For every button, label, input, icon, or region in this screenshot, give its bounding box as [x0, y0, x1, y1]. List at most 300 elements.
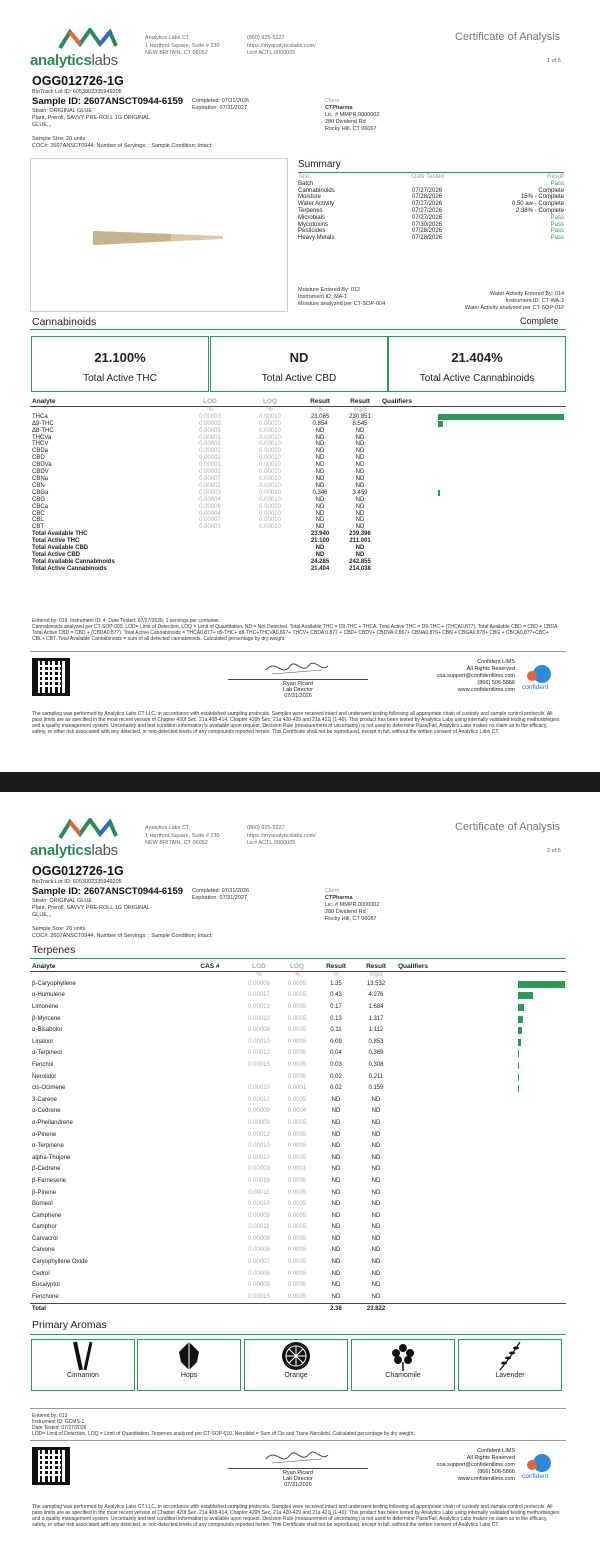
summary-row: [298, 194, 564, 201]
summary-test: Microbials: [298, 214, 326, 221]
lab-contact: [247, 35, 316, 58]
col-result-pct: Result: [300, 399, 340, 406]
total-name: Total: [32, 1306, 46, 1313]
result-pct: 0.17: [330, 1004, 342, 1010]
summary-date: 07/28/2026: [412, 228, 443, 235]
result-mg: 8.545: [352, 420, 368, 427]
lims-website[interactable]: www.confidentlims.com: [457, 1476, 515, 1482]
result-pct: ND: [315, 524, 325, 531]
loq-value: 0.0005: [287, 1189, 307, 1196]
logo-mark-icon: [58, 818, 118, 840]
result-mg: ND: [355, 482, 365, 489]
analyte-name: CBD: [32, 455, 45, 462]
analyte-name: THCa: [32, 413, 48, 420]
lims-info: [410, 1448, 515, 1483]
result-pct: ND: [331, 1270, 341, 1277]
total-mg: ND: [355, 551, 365, 558]
table-row: [30, 1106, 566, 1118]
lab-license: Lic# ACTL.0000005: [247, 50, 296, 56]
analyte-name: α-Pinene: [32, 1131, 57, 1138]
unit-cell: mg/g: [369, 971, 383, 978]
result-mg: ND: [371, 1177, 381, 1184]
batch-id: OGG012726-1G: [32, 74, 124, 88]
lab-website[interactable]: https://myanalyticslabs.com/: [247, 42, 316, 49]
table-row: [30, 497, 566, 504]
lod-value: 0.00015: [248, 1061, 270, 1068]
lod-value: 0.00012: [248, 1131, 270, 1138]
result-mg: 0.308: [368, 1061, 384, 1068]
loq-value: 0.0004: [287, 1108, 307, 1115]
qr-code[interactable]: [32, 1447, 70, 1485]
result-mg: ND: [371, 1282, 381, 1289]
unit-cell: %: [317, 406, 323, 413]
loq-value: 0.00010: [259, 462, 281, 469]
lod-value: 0.00003: [199, 524, 221, 531]
client-label: Client: [325, 888, 340, 894]
result-pct: ND: [331, 1224, 341, 1231]
cas-number: [180, 1025, 240, 1037]
terpene-note-2: Instrument ID: GCMS-1: [32, 1419, 85, 1425]
result-pct: 0.854: [312, 420, 328, 427]
cas-number: [180, 1211, 240, 1223]
cas-number: [180, 1257, 240, 1269]
loq-value: 0.0005: [287, 1224, 307, 1231]
table-row: [30, 504, 566, 511]
result-mg: 0.853: [368, 1038, 384, 1045]
dates: [192, 888, 249, 902]
summary-date: 07/27/2026: [412, 214, 443, 221]
lod-value: 0.00013: [248, 1004, 270, 1010]
unit-cell: %: [207, 406, 213, 413]
result-mg: 0.159: [368, 1085, 384, 1092]
result-pct: ND: [315, 448, 325, 455]
total-pct: 23.940: [310, 531, 330, 538]
lod-value: 0.00008: [248, 1027, 270, 1034]
result-mg: 13.532: [366, 980, 386, 987]
cas-number: [180, 979, 240, 991]
cannabinoids-divider: [30, 329, 566, 330]
result-mg: ND: [355, 510, 365, 517]
summary-date: 07/27/2026: [412, 201, 443, 208]
logo-text-a: analytics: [30, 842, 92, 859]
result-mg: ND: [371, 1224, 381, 1231]
analyte-name: Nerolidol: [32, 1073, 56, 1080]
loq-value: 0.0005: [287, 1131, 307, 1138]
result-pct: ND: [315, 427, 325, 434]
table-row: [30, 490, 566, 497]
result-mg: ND: [371, 1270, 381, 1277]
col-qualifiers: Qualifiers: [380, 399, 566, 406]
lod-value: 0.00008: [248, 1235, 270, 1242]
cannabinoids-title: Cannabinoids: [32, 316, 97, 328]
wa-instrument: Instrument ID: CT-WA-3: [505, 298, 564, 304]
summary-test: Mycotoxins: [298, 221, 329, 228]
analyte-name: α-Cedrene: [32, 1108, 61, 1115]
cannabinoid-note-1: Entered by: 019; Instrument ID: 4; Date Tested: 07/27/2026; 1 servings per container.: [32, 618, 221, 624]
result-pct: 0.04: [330, 1050, 342, 1057]
summary-result: 2.38% - Complete: [515, 207, 564, 214]
aroma-lavender: [458, 1339, 562, 1391]
loq-value: 0.00010: [259, 496, 281, 503]
total-mg: 242.855: [349, 558, 371, 565]
table-row: [30, 1002, 566, 1014]
lod-value: 0.00017: [248, 992, 270, 999]
analyte-name: CBDV: [32, 469, 49, 476]
analyte-name: α-Terpinene: [32, 1143, 64, 1150]
analyte-name: α-Terpineol: [32, 1050, 62, 1057]
lod-value: 0.00001: [199, 462, 221, 469]
analyte-name: CBCa: [32, 503, 49, 510]
table-row: [30, 455, 566, 462]
result-pct: ND: [331, 1235, 341, 1242]
result-pct: 0.03: [330, 1061, 342, 1068]
cann-units-row: [30, 406, 566, 413]
cas-number: [180, 990, 240, 1002]
terpenes-title: Terpenes: [32, 944, 76, 956]
lod-value: 0.00007: [199, 475, 221, 482]
client-address-1: 280 Dividend Rd: [325, 119, 366, 125]
analyte-name: Cedrol: [32, 1270, 50, 1277]
lims-2: All Rights Reserved: [466, 666, 515, 672]
result-pct: 0.43: [330, 992, 342, 999]
signed-date: 07/31/2026: [284, 693, 312, 699]
terpene-bar: [518, 992, 533, 999]
logo-text-a: analytics: [30, 52, 92, 69]
result-pct: 23.085: [310, 413, 330, 420]
loq-value: 0.00010: [259, 517, 281, 524]
result-mg: ND: [371, 1247, 381, 1254]
page-number: 1 of 5: [547, 58, 561, 64]
result-mg: 1.317: [368, 1015, 384, 1022]
lims-email[interactable]: coa.support@confidentlims.com: [436, 673, 515, 679]
coa-page-2: [0, 792, 600, 1565]
summary-result: Pass: [550, 235, 564, 242]
terpene-bar: [518, 981, 565, 988]
table-row: [30, 1083, 566, 1095]
lod-value: 0.00003: [199, 413, 221, 420]
analyte-name: Δ9-THC: [32, 420, 54, 427]
client-name: CTPharma: [325, 105, 353, 111]
summary-col-result: Result: [546, 174, 564, 180]
lims-info: [410, 659, 515, 694]
signature-line: [228, 679, 368, 680]
client-address-2: Rocky Hill, CT 06067: [325, 126, 377, 132]
result-pct: ND: [315, 441, 325, 448]
cinnamon-icon: [32, 1340, 134, 1372]
result-pct: ND: [331, 1108, 341, 1115]
notes-divider-2: [30, 1440, 566, 1441]
loq-value: 0.00010: [259, 455, 281, 462]
cas-number: [180, 1002, 240, 1014]
total-row: [30, 1304, 566, 1316]
analyte-name: α-Humulene: [32, 992, 65, 999]
preroll-image: [31, 159, 287, 311]
result-pct: 0.346: [312, 489, 328, 496]
signer-name: Ryan Picard: [283, 681, 313, 687]
lod-value: 0.00011: [248, 1189, 270, 1196]
summary-test: Batch: [298, 180, 314, 187]
result-pct: ND: [331, 1177, 341, 1184]
logo-mark-icon: [58, 28, 118, 50]
analyte-name: CBNa: [32, 475, 49, 482]
result-mg: ND: [371, 1131, 381, 1138]
result-pct: ND: [315, 503, 325, 510]
result-mg: ND: [355, 455, 365, 462]
disclaimer: The sampling was performed by Analytics Labs CT LLC, in accordance with established sampling protocols. Samples were received intact and underwent testing following all appropriate chain of custody and sample control protocols. All pass limits are as specified in the most recent version of Chapter 420f Sec. 21a 408-414, Chapter 420h Sec. 21a 420-429 and 21a 421j (1-40). This product has been tested by Analytics Labs using internally validated testing methodologies and a quality management system. Uncertainty and test condition information is available upon request. Decision Rule (measurement of uncertainty) is not used to determine Pass/Fail. Analytics Labs makes no claim as to the efficacy, safety, or other risk associated with any detected, or non-detected levels of any compounds reported herein. This Certificate shall not be reproduced, except in full, without the written consent of Analytics Labs CT.: [32, 1504, 560, 1528]
cas-number: [180, 1199, 240, 1211]
table-row: [30, 1014, 566, 1026]
lod-value: 0.00002: [199, 455, 221, 462]
disclaimer: The sampling was performed by Analytics Labs CT LLC, in accordance with established sampling protocols. Samples were received intact and underwent testing following all appropriate chain of custody and sample control protocols. All pass limits are as specified in the most recent version of Chapter 420f Sec. 21a 408-414, Chapter 420h Sec. 21a 420-429 and 21a 421j (1-40). This product has been tested by Analytics Labs using internally validated testing methodologies and a quality management system. Uncertainty and test condition information is available upon request. Decision Rule (measurement of uncertainty) is not used to determine Pass/Fail. Analytics Labs makes no claim as to the efficacy, safety, or other risk associated with any detected, or non-detected levels of any compounds reported herein. This Certificate shall not be reproduced, except in full, without the written consent of Analytics Labs CT.: [32, 711, 560, 735]
table-row: [30, 1164, 566, 1176]
summary-result: Pass: [550, 180, 564, 187]
total-pct: 24.285: [310, 558, 330, 565]
analyte-name: CBG: [32, 496, 46, 503]
page-number: 2 of 5: [547, 848, 561, 854]
col-analyte: Analyte: [30, 964, 180, 971]
total-cannabinoids-box: [388, 336, 566, 392]
table-row: [30, 1095, 566, 1107]
lab-address-2: NEW BRITAIN, CT 06052: [145, 50, 208, 56]
loq-value: 0.00010: [259, 489, 281, 496]
result-pct: ND: [315, 482, 325, 489]
qr-code[interactable]: [32, 658, 70, 696]
col-result-mg: Result: [356, 964, 396, 971]
loq-value: 0.00010: [259, 427, 281, 434]
loq-value: 0.00010: [259, 441, 281, 448]
analyte-name: Carvone: [32, 1247, 55, 1254]
result-pct: ND: [315, 455, 325, 462]
aroma-label-lavender: Lavender: [495, 1372, 525, 1379]
loq-value: 0.0005: [287, 1096, 307, 1103]
result-mg: ND: [371, 1201, 381, 1208]
summary-row: [298, 228, 564, 235]
total-mg: 211.001: [349, 538, 371, 545]
total-mg: 23.822: [366, 1306, 386, 1313]
col-qualifiers: Qualifiers: [396, 964, 566, 971]
aroma-chamomile: [351, 1339, 455, 1391]
summary-test: Cannabinoids: [298, 187, 335, 194]
analyte-name: CBL: [32, 517, 44, 524]
loq-value: 0.0005: [287, 992, 307, 999]
loq-value: 0.0005: [287, 1282, 307, 1289]
total-pct: 21.100: [310, 538, 330, 545]
confident-word: confident: [522, 684, 549, 691]
aromas-bottom-divider: [30, 1408, 566, 1409]
lims-email[interactable]: coa.support@confidentlims.com: [436, 1462, 515, 1468]
summary-result: Pass: [550, 221, 564, 228]
cannabinoids-status: Complete: [520, 316, 559, 326]
result-pct: 0.02: [330, 1073, 342, 1080]
lod-value: 0.00016: [248, 1177, 270, 1184]
analyte-name: α-Phellandrene: [32, 1119, 73, 1126]
product-photo: [30, 158, 288, 312]
analyte-name: Carvacrol: [32, 1235, 58, 1242]
loq-value: 0.00010: [259, 413, 281, 420]
lod-value: 0.00006: [248, 1270, 270, 1277]
lims-phone: (866) 506-5866: [477, 680, 515, 686]
table-row: [30, 1257, 566, 1269]
analyte-name: Fenchone: [32, 1293, 59, 1300]
lab-website[interactable]: https://myanalyticslabs.com/: [247, 832, 316, 839]
loq-value: 0.00010: [259, 524, 281, 531]
col-analyte: Analyte: [30, 399, 180, 406]
result-pct: 0.13: [330, 1015, 342, 1022]
terp-units-row: [30, 971, 566, 978]
loq-value: 0.0005: [287, 1201, 307, 1208]
summary-col-date: Date Tested: [412, 174, 444, 180]
analyte-name: Δ8-THC: [32, 427, 54, 434]
cas-number: [180, 1176, 240, 1188]
cas-number: [180, 1292, 240, 1304]
analyte-name: CBDVa: [32, 462, 52, 469]
cas-number: [180, 1014, 240, 1026]
summary-row: [298, 181, 564, 188]
table-row: [30, 990, 566, 1002]
coc-number: COC#: 2607ANSCT0944; Number of Servings: ; Sample Condition: Intact;: [32, 143, 213, 149]
table-row: [30, 435, 566, 442]
moisture-info: [298, 287, 385, 308]
table-row: [30, 524, 566, 531]
total-thc-label: Total Active THC: [83, 373, 157, 384]
result-mg: ND: [355, 448, 365, 455]
table-row: [30, 1025, 566, 1037]
aroma-orange: [244, 1339, 348, 1391]
loq-value: 0.00010: [259, 482, 281, 489]
lod-value: 0.00010: [248, 1038, 270, 1045]
analyte-name: β-Caryophyllene: [32, 980, 76, 987]
loq-value: 0.0005: [287, 1073, 307, 1080]
strain: Strain: ORIGINAL GLUE: [32, 898, 93, 904]
result-mg: 1.112: [368, 1027, 384, 1034]
total-mg: ND: [355, 545, 365, 552]
loq-value: 0.0005: [287, 1050, 307, 1057]
lod-value: 0.00010: [248, 1201, 270, 1208]
lod-value: [240, 1072, 278, 1084]
table-row: [30, 1176, 566, 1188]
loq-value: 0.0005: [287, 1061, 307, 1068]
lab-name: Analytics Labs CT: [145, 825, 190, 831]
doc-title: Certificate of Analysis: [455, 31, 561, 43]
page-divider: [0, 772, 600, 792]
table-row: [30, 1292, 566, 1304]
cannabinoids-table: [30, 399, 566, 573]
result-pct: ND: [331, 1189, 341, 1196]
summary-header: [298, 174, 564, 181]
lims-phone: (866) 506-5866: [477, 1469, 515, 1475]
hops-icon: [138, 1340, 240, 1372]
table-row: [30, 1060, 566, 1072]
result-pct: 0.02: [330, 1085, 342, 1092]
loq-value: 0.00010: [259, 469, 281, 476]
loq-value: 0.0001: [287, 1085, 307, 1092]
lod-value: 0.00007: [199, 517, 221, 524]
col-result-pct: Result: [316, 964, 356, 971]
cas-number: [180, 1153, 240, 1165]
analyte-name: Fenchol: [32, 1061, 54, 1068]
analyte-name: CBGa: [32, 489, 49, 496]
result-pct: ND: [315, 510, 325, 517]
result-mg: ND: [371, 1143, 381, 1150]
cas-number: [180, 1280, 240, 1292]
unit-cell: %: [267, 406, 273, 413]
sample-details: [32, 108, 192, 129]
result-pct: 0.09: [330, 1038, 342, 1045]
result-pct: ND: [315, 475, 325, 482]
total-name: Total Active CBD: [32, 551, 81, 558]
client-license: Lic. # MMPR.0000002: [325, 112, 380, 118]
unit-cell: mg/g: [353, 406, 367, 413]
table-row: [30, 517, 566, 524]
table-row: [30, 483, 566, 490]
cas-number: [180, 1037, 240, 1049]
lod-value: 0.00001: [199, 434, 221, 441]
result-mg: ND: [355, 517, 365, 524]
cas-number: [180, 1118, 240, 1130]
result-mg: 0.369: [368, 1050, 384, 1057]
total-name: Total Available THC: [32, 531, 88, 538]
summary-test: Moisture: [298, 194, 322, 201]
lims-1: Confident LIMS: [477, 659, 515, 665]
result-pct: ND: [331, 1096, 341, 1103]
col-result-mg: Result: [340, 399, 380, 406]
total-name: Total Available Cannabinoids: [32, 558, 115, 565]
analyte-name: Camphene: [32, 1212, 62, 1219]
table-row: [30, 1269, 566, 1281]
table-row: [30, 462, 566, 469]
lab-license: Lic# ACTL.0000005: [247, 840, 296, 846]
cas-number: [180, 1234, 240, 1246]
cannabinoid-note-2: Cannabinoids analyzed per CT-SOP-009. LOD= Limit of Detection, LOQ = Limit of Quantitation, ND = Not Detected. Total Available THC = D9-THC + THCA. Total Active THC = D9-THC + (THCA0.877). Total Available CBD = CBD + CBDA. Total Active CBD = CBD + (CBDA0.877). Total Active Cannabinoids = THCA0.877+ d9-THC+ d8-THC+THCVA0.867+ THCV+ CBDA 0.877 + CBD+ CBDV+ CBDVA 0.867+ CBNA0.876+ CBN + CBGA0.878+ CBG + CBCA0.877+CBC+ CBL+ CBT. Total Available Cannabinoids = sum of all detected cannabinoids. Calculated percentage by dry weight.: [32, 624, 559, 642]
lod-value: 0.00002: [199, 448, 221, 455]
summary-date: [412, 181, 502, 188]
lab-address-1: 1 Hartford Square, Suite # 230: [145, 42, 220, 49]
summary-divider: [298, 172, 564, 173]
result-mg: ND: [355, 462, 365, 469]
table-row: [30, 469, 566, 476]
terpene-bar: [518, 1085, 519, 1092]
total-thc-value: 21.100%: [94, 350, 146, 365]
lims-website[interactable]: www.confidentlims.com: [457, 687, 515, 693]
total-mg: 214.038: [349, 565, 371, 572]
lod-value: 0.00003: [248, 1166, 270, 1173]
table-row: [30, 1211, 566, 1223]
lod-value: 0.00007: [248, 1259, 270, 1266]
result-pct: ND: [315, 434, 325, 441]
aroma-label-cinnamon: Cinnamon: [67, 1372, 99, 1379]
lod-value: 0.00010: [248, 1154, 270, 1161]
doc-title: Certificate of Analysis: [455, 821, 561, 833]
sample-size: Sample Size: 20 units: [32, 926, 86, 932]
analyte-name: Borneol: [32, 1201, 53, 1208]
lod-value: 0.00015: [248, 1293, 270, 1300]
lod-value: 0.00009: [248, 1119, 270, 1126]
loq-value: 0.0005: [287, 1177, 307, 1184]
cannabinoid-notes: [32, 618, 562, 642]
analyte-name: alpha-Thujone: [32, 1154, 71, 1161]
aroma-label-chamomile: Chamomile: [385, 1372, 421, 1379]
cas-number: [180, 1072, 240, 1084]
summary-test: Heavy Metals: [298, 235, 335, 242]
table-row: [30, 1037, 566, 1049]
result-pct: ND: [331, 1166, 341, 1173]
result-mg: ND: [371, 1166, 381, 1173]
loq-value: 0.0005: [287, 1143, 307, 1150]
confident-word: confident: [522, 1473, 549, 1480]
signature-line: [228, 1468, 368, 1469]
loq-value: 0.00010: [259, 448, 281, 455]
table-row: [30, 428, 566, 435]
